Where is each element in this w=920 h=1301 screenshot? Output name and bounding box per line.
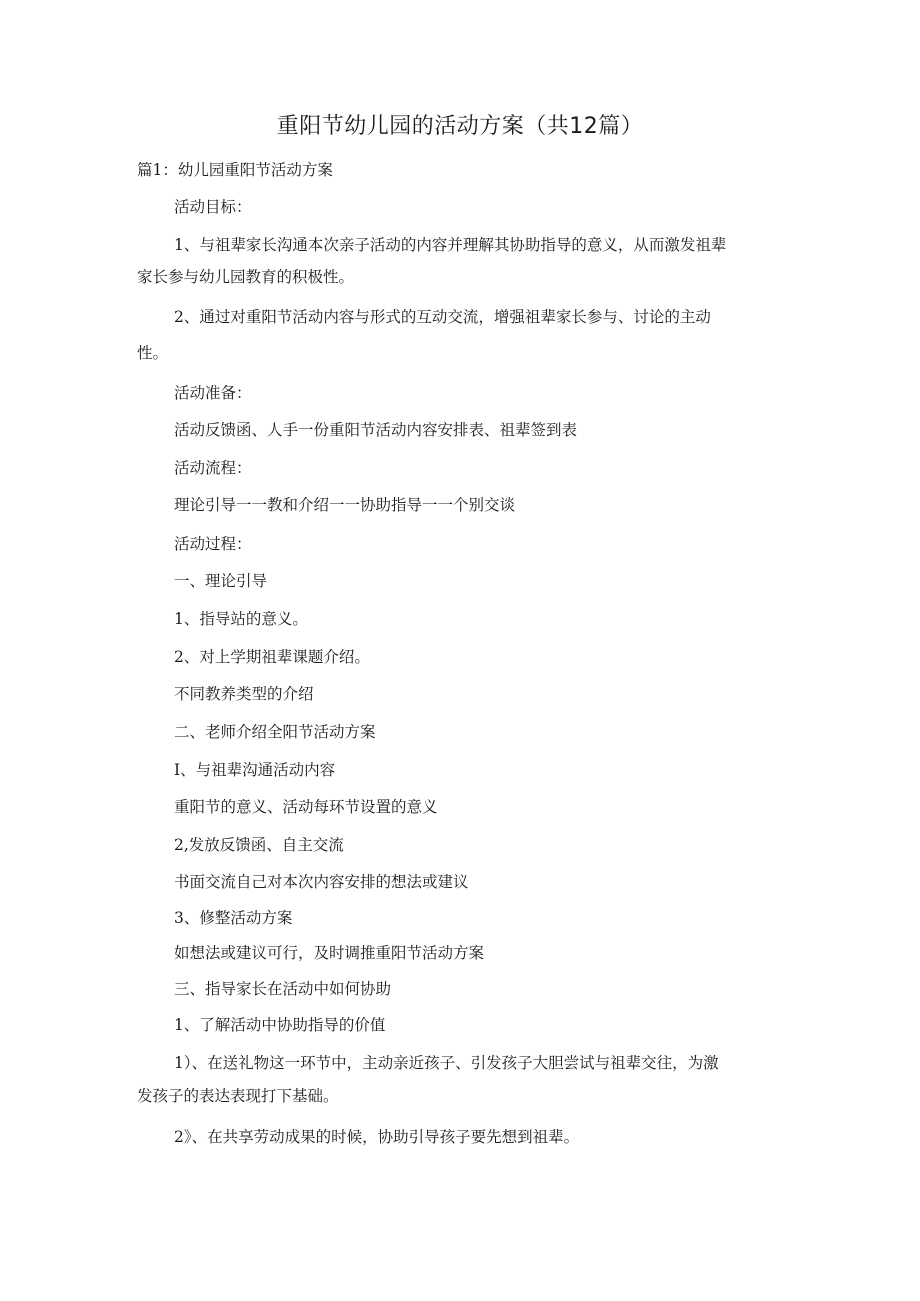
paragraph-line: 活动反馈函、人手一份重阳节活动内容安排表、祖辈签到表 [174,421,578,439]
paragraph-line: 2,发放反馈函、自主交流 [174,836,344,854]
paragraph-line: 活动流程： [174,459,252,477]
paragraph-line: 性。 [137,344,169,362]
paragraph-line: I、与祖辈沟通活动内容 [174,761,336,779]
paragraph-line: 家长参与幼儿园教育的积极性。 [137,268,355,286]
paragraph-line: 如想法或建议可行，及时调推重阳节活动方案 [174,944,485,962]
paragraph-line: 2、对上学期祖辈课题介绍。 [174,648,370,666]
paragraph-line: 1、指导站的意义。 [174,610,308,628]
paragraph-line: 活动准备： [174,384,252,402]
paragraph-line: 不同教养类型的介绍 [174,685,314,703]
paragraph-line: 活动目标： [174,198,252,216]
paragraph-line: 2、通过对重阳节活动内容与形式的互动交流，增强祖辈家长参与、讨论的主动 [174,308,711,326]
page-title: 重阳节幼儿园的活动方案（共12篇） [276,114,644,139]
paragraph-line: 1、与祖辈家长沟通本次亲子活动的内容并理解其协助指导的意义，从而激发祖辈 [174,236,727,254]
paragraph-line: 重阳节的意义、活动每环节设置的意义 [174,798,438,816]
paragraph-line: 2》、在共享劳动成果的时候，协助引导孩子要先想到祖辈。 [174,1128,580,1146]
paragraph-line: 书面交流自己对本次内容安排的想法或建议 [174,873,469,891]
paragraph-line: 理论引导一一教和介绍一一协助指导一一个别交谈 [174,496,516,514]
paragraph-line: 1）、在送礼物这一环节中，主动亲近孩子、引发孩子大胆尝试与祖辈交往，为激 [174,1054,719,1072]
paragraph-line: 3、修整活动方案 [174,909,293,927]
paragraph-line: 发孩子的表达表现打下基础。 [137,1087,339,1105]
paragraph-line: 活动过程： [174,535,252,553]
section-heading: 篇1：幼儿园重阳节活动方案 [137,161,333,179]
paragraph-line: 三、指导家长在活动中如何协助 [174,980,392,998]
paragraph-line: 一、理论引导 [174,572,268,590]
paragraph-line: 1、了解活动中协助指导的价值 [174,1016,386,1034]
paragraph-line: 二、老师介绍全阳节活动方案 [174,723,376,741]
